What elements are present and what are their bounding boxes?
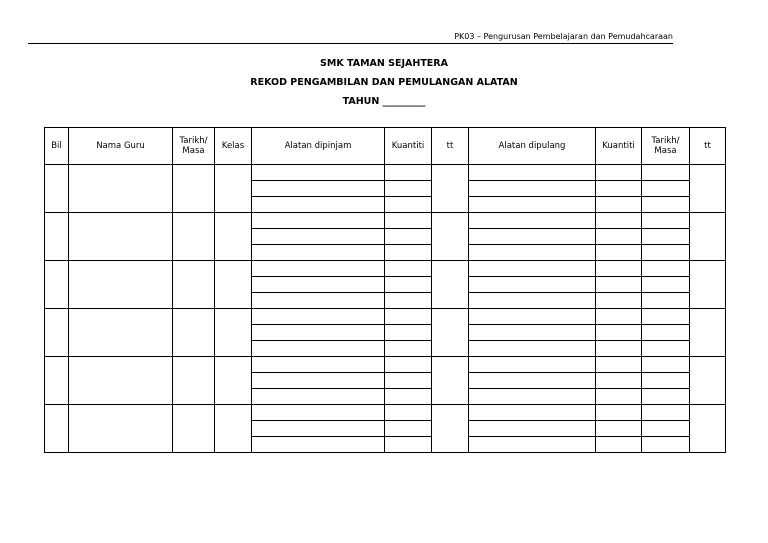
cell-alatan-dipinjam[interactable]	[252, 389, 385, 405]
cell-kuantiti-pinjam[interactable]	[385, 405, 432, 421]
cell-kelas[interactable]	[215, 213, 252, 261]
cell-alatan-dipinjam[interactable]	[252, 229, 385, 245]
cell-kuantiti-pinjam[interactable]	[385, 293, 432, 309]
col-bil: Bil	[45, 128, 69, 165]
cell-alatan-dipinjam[interactable]	[252, 325, 385, 341]
cell-alatan-dipinjam[interactable]	[252, 437, 385, 453]
cell-tarikh-masa[interactable]	[173, 357, 215, 405]
cell-alatan-dipinjam[interactable]	[252, 181, 385, 197]
table-body	[45, 165, 726, 453]
cell-nama-guru[interactable]	[69, 405, 173, 453]
cell-tarikh-masa-pulang[interactable]	[642, 341, 690, 357]
cell-bil[interactable]	[45, 405, 69, 453]
table-header-row	[45, 128, 726, 165]
cell-kuantiti-pinjam[interactable]	[385, 261, 432, 277]
cell-kuantiti-pulang[interactable]	[596, 213, 642, 229]
cell-tt-pinjam[interactable]	[432, 405, 469, 453]
cell-alatan-dipulang[interactable]	[469, 245, 596, 261]
cell-tarikh-masa-pulang[interactable]	[642, 277, 690, 293]
cell-kuantiti-pulang[interactable]	[596, 293, 642, 309]
cell-bil[interactable]	[45, 213, 69, 261]
cell-kuantiti-pulang[interactable]	[596, 277, 642, 293]
cell-tarikh-masa-pulang[interactable]	[642, 405, 690, 421]
cell-alatan-dipulang[interactable]	[469, 261, 596, 277]
cell-tarikh-masa[interactable]	[173, 165, 215, 213]
cell-kuantiti-pulang[interactable]	[596, 181, 642, 197]
cell-nama-guru[interactable]	[69, 357, 173, 405]
cell-tarikh-masa-pulang[interactable]	[642, 181, 690, 197]
cell-kelas[interactable]	[215, 357, 252, 405]
col-alatan-dipulang: Alatan dipulang	[469, 128, 596, 165]
cell-tarikh-masa-pulang[interactable]	[642, 165, 690, 181]
cell-alatan-dipulang[interactable]	[469, 421, 596, 437]
cell-alatan-dipulang[interactable]	[469, 197, 596, 213]
school-name: SMK TAMAN SEJAHTERA	[320, 58, 448, 69]
cell-alatan-dipulang[interactable]	[469, 357, 596, 373]
doc-separator: –	[476, 32, 481, 41]
cell-tt-pinjam[interactable]	[432, 261, 469, 309]
cell-alatan-dipulang[interactable]	[469, 405, 596, 421]
cell-kuantiti-pulang[interactable]	[596, 389, 642, 405]
cell-nama-guru[interactable]	[69, 165, 173, 213]
cell-bil[interactable]	[45, 261, 69, 309]
cell-alatan-dipinjam[interactable]	[252, 357, 385, 373]
cell-alatan-dipulang[interactable]	[469, 277, 596, 293]
cell-alatan-dipinjam[interactable]	[252, 341, 385, 357]
cell-tarikh-masa-pulang[interactable]	[642, 357, 690, 373]
cell-alatan-dipulang[interactable]	[469, 341, 596, 357]
cell-kuantiti-pulang[interactable]	[596, 229, 642, 245]
cell-tt-pulang[interactable]	[690, 213, 726, 261]
cell-kuantiti-pinjam[interactable]	[385, 357, 432, 373]
cell-alatan-dipinjam[interactable]	[252, 165, 385, 181]
cell-tarikh-masa-pulang[interactable]	[642, 261, 690, 277]
cell-alatan-dipinjam[interactable]	[252, 277, 385, 293]
cell-kuantiti-pulang[interactable]	[596, 405, 642, 421]
table-row	[45, 165, 726, 181]
col-kuantiti-pinjam: Kuantiti	[385, 128, 432, 165]
cell-alatan-dipinjam[interactable]	[252, 261, 385, 277]
doc-code: PK03	[454, 32, 475, 41]
cell-nama-guru[interactable]	[69, 213, 173, 261]
cell-kuantiti-pulang[interactable]	[596, 325, 642, 341]
col-kelas: Kelas	[215, 128, 252, 165]
cell-kuantiti-pulang[interactable]	[596, 373, 642, 389]
cell-kuantiti-pinjam[interactable]	[385, 245, 432, 261]
cell-bil[interactable]	[45, 165, 69, 213]
cell-kuantiti-pulang[interactable]	[596, 437, 642, 453]
cell-alatan-dipinjam[interactable]	[252, 421, 385, 437]
cell-alatan-dipinjam[interactable]	[252, 309, 385, 325]
cell-nama-guru[interactable]	[69, 309, 173, 357]
cell-alatan-dipulang[interactable]	[469, 437, 596, 453]
col-nama-guru: Nama Guru	[69, 128, 173, 165]
table-row	[45, 357, 726, 373]
cell-tarikh-masa-pulang[interactable]	[642, 389, 690, 405]
col-tt-pulang: tt	[690, 128, 726, 165]
cell-kuantiti-pinjam[interactable]	[385, 197, 432, 213]
cell-tt-pinjam[interactable]	[432, 213, 469, 261]
cell-tarikh-masa-pulang[interactable]	[642, 293, 690, 309]
cell-tt-pulang[interactable]	[690, 309, 726, 357]
cell-kuantiti-pulang[interactable]	[596, 165, 642, 181]
cell-alatan-dipinjam[interactable]	[252, 213, 385, 229]
cell-tarikh-masa[interactable]	[173, 405, 215, 453]
cell-kuantiti-pinjam[interactable]	[385, 389, 432, 405]
cell-tarikh-masa-pulang[interactable]	[642, 229, 690, 245]
year-line: TAHUN _________	[342, 96, 426, 107]
cell-kuantiti-pinjam[interactable]	[385, 181, 432, 197]
cell-kelas[interactable]	[215, 261, 252, 309]
cell-tarikh-masa-pulang[interactable]	[642, 437, 690, 453]
cell-kuantiti-pulang[interactable]	[596, 421, 642, 437]
cell-kuantiti-pinjam[interactable]	[385, 277, 432, 293]
cell-tarikh-masa-pulang[interactable]	[642, 197, 690, 213]
cell-kuantiti-pulang[interactable]	[596, 261, 642, 277]
col-tt-pinjam: tt	[432, 128, 469, 165]
cell-alatan-dipulang[interactable]	[469, 229, 596, 245]
cell-tarikh-masa-pulang[interactable]	[642, 325, 690, 341]
cell-tarikh-masa-pulang[interactable]	[642, 421, 690, 437]
cell-tt-pulang[interactable]	[690, 405, 726, 453]
cell-tarikh-masa-pulang[interactable]	[642, 245, 690, 261]
cell-kuantiti-pulang[interactable]	[596, 309, 642, 325]
cell-bil[interactable]	[45, 309, 69, 357]
cell-kuantiti-pulang[interactable]	[596, 357, 642, 373]
col-alatan-dipinjam: Alatan dipinjam	[252, 128, 385, 165]
cell-tt-pinjam[interactable]	[432, 309, 469, 357]
table-row	[45, 213, 726, 229]
cell-tt-pinjam[interactable]	[432, 357, 469, 405]
col-tarikh-masa-pulang: Tarikh/ Masa	[642, 128, 690, 165]
cell-kuantiti-pinjam[interactable]	[385, 229, 432, 245]
cell-kuantiti-pinjam[interactable]	[385, 325, 432, 341]
cell-alatan-dipulang[interactable]	[469, 293, 596, 309]
cell-tt-pinjam[interactable]	[432, 165, 469, 213]
cell-tarikh-masa-pulang[interactable]	[642, 309, 690, 325]
table-row	[45, 405, 726, 421]
header-rule	[28, 43, 673, 44]
table-row	[45, 261, 726, 277]
cell-alatan-dipulang[interactable]	[469, 309, 596, 325]
cell-tarikh-masa[interactable]	[173, 261, 215, 309]
cell-tt-pulang[interactable]	[690, 165, 726, 213]
document-header	[454, 32, 673, 41]
table-row	[45, 309, 726, 325]
cell-kuantiti-pulang[interactable]	[596, 197, 642, 213]
cell-kuantiti-pinjam[interactable]	[385, 213, 432, 229]
cell-kuantiti-pinjam[interactable]	[385, 437, 432, 453]
cell-alatan-dipulang[interactable]	[469, 373, 596, 389]
cell-kelas[interactable]	[215, 309, 252, 357]
cell-kuantiti-pinjam[interactable]	[385, 165, 432, 181]
cell-tarikh-masa-pulang[interactable]	[642, 373, 690, 389]
doc-title: Pengurusan Pembelajaran dan Pemudahcaraan	[483, 32, 673, 41]
cell-tarikh-masa[interactable]	[173, 213, 215, 261]
cell-alatan-dipulang[interactable]	[469, 181, 596, 197]
cell-kuantiti-pinjam[interactable]	[385, 309, 432, 325]
cell-kelas[interactable]	[215, 165, 252, 213]
cell-kuantiti-pinjam[interactable]	[385, 373, 432, 389]
cell-kelas[interactable]	[215, 405, 252, 453]
cell-bil[interactable]	[45, 357, 69, 405]
cell-kuantiti-pinjam[interactable]	[385, 421, 432, 437]
cell-tarikh-masa[interactable]	[173, 309, 215, 357]
cell-alatan-dipulang[interactable]	[469, 165, 596, 181]
col-kuantiti-pulang: Kuantiti	[596, 128, 642, 165]
cell-alatan-dipinjam[interactable]	[252, 405, 385, 421]
cell-alatan-dipulang[interactable]	[469, 213, 596, 229]
col-tarikh-masa: Tarikh/ Masa	[173, 128, 215, 165]
cell-alatan-dipinjam[interactable]	[252, 245, 385, 261]
form-title: REKOD PENGAMBILAN DAN PEMULANGAN ALATAN	[250, 77, 518, 88]
cell-nama-guru[interactable]	[69, 261, 173, 309]
cell-tt-pulang[interactable]	[690, 357, 726, 405]
cell-kuantiti-pulang[interactable]	[596, 245, 642, 261]
record-table	[44, 127, 726, 453]
cell-alatan-dipulang[interactable]	[469, 389, 596, 405]
cell-alatan-dipulang[interactable]	[469, 325, 596, 341]
cell-alatan-dipinjam[interactable]	[252, 373, 385, 389]
cell-kuantiti-pinjam[interactable]	[385, 341, 432, 357]
cell-tt-pulang[interactable]	[690, 261, 726, 309]
cell-kuantiti-pulang[interactable]	[596, 341, 642, 357]
cell-alatan-dipinjam[interactable]	[252, 197, 385, 213]
cell-tarikh-masa-pulang[interactable]	[642, 213, 690, 229]
cell-alatan-dipinjam[interactable]	[252, 293, 385, 309]
